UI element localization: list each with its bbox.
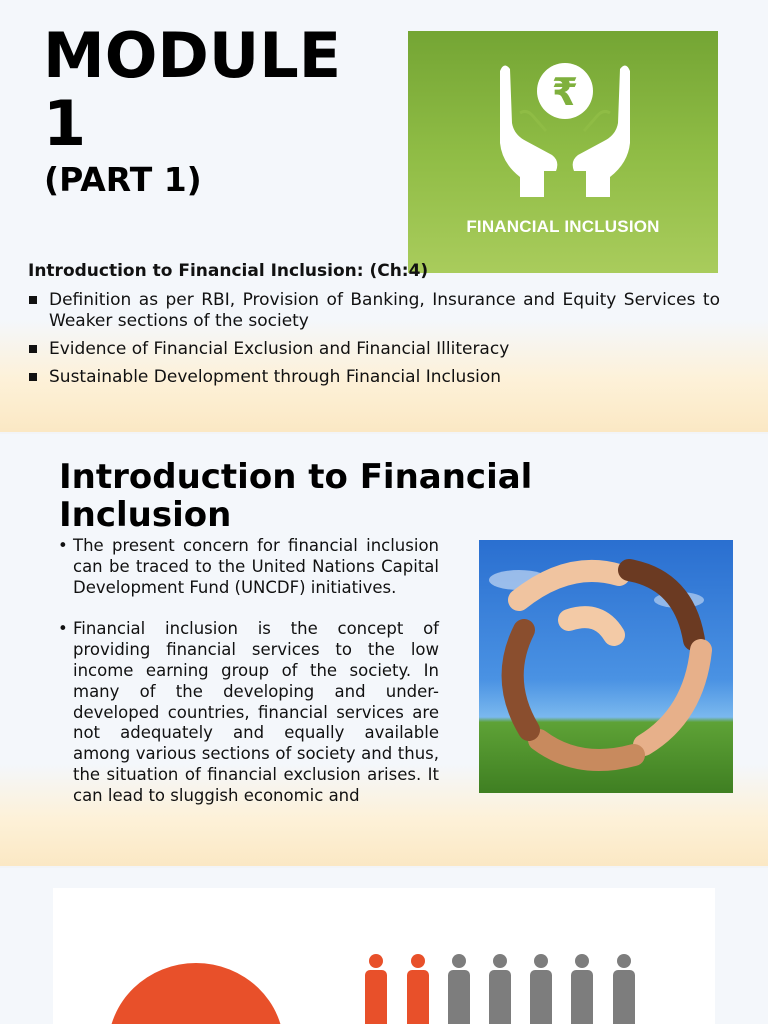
list-item bbox=[28, 290, 720, 332]
gray-person-icon bbox=[530, 954, 552, 1024]
section-heading: Introduction to Financial Inclusion: (Ch:4) bbox=[28, 261, 429, 281]
gray-person-icon bbox=[613, 954, 635, 1024]
gray-person-icon bbox=[571, 954, 593, 1024]
financial-inclusion-image bbox=[408, 31, 718, 273]
slide-1 bbox=[0, 0, 768, 432]
infographic-graphic bbox=[53, 888, 715, 1024]
topic-list bbox=[28, 290, 720, 395]
bullet-dot-icon: • bbox=[58, 619, 68, 639]
bullet-dot-icon: • bbox=[58, 536, 68, 555]
square-bullet-icon bbox=[29, 296, 37, 304]
list-item-text: Evidence of Financial Exclusion and Financial Illiteracy bbox=[49, 339, 510, 359]
list-item bbox=[28, 367, 720, 388]
svg-text:₹: ₹ bbox=[551, 70, 579, 114]
image-caption: FINANCIAL INCLUSION bbox=[466, 217, 660, 236]
list-item bbox=[58, 619, 439, 806]
list-item bbox=[58, 536, 439, 598]
list-item-text: The present concern for financial inclusion can be traced to the United Nations Capital Development Fund (UNCDF) initiatives. bbox=[73, 536, 439, 597]
content-list bbox=[58, 536, 439, 828]
list-item-text: Definition as per RBI, Provision of Banking, Insurance and Equity Services to Weaker sections of the society bbox=[49, 290, 720, 331]
hands-circle-illustration bbox=[479, 540, 733, 793]
orange-circle-shape bbox=[108, 963, 284, 1024]
hands-in-circle-photo bbox=[479, 540, 733, 793]
gray-person-icon bbox=[489, 954, 511, 1024]
people-infographic bbox=[53, 888, 715, 1024]
gray-person-icon bbox=[448, 954, 470, 1024]
orange-person-icon bbox=[407, 954, 429, 1024]
list-item-text: Financial inclusion is the concept of providing financial services to the low income earning group of the society. In many of the developing and under-developed countries, financial services are not adequately and equally available among various sections of society and thus, the situation of financial exclusion arises. It can lead to sluggish economic and bbox=[73, 619, 439, 805]
slide-3 bbox=[0, 868, 768, 1024]
module-subtitle: (PART 1) bbox=[44, 160, 202, 199]
rupee-in-hands-icon bbox=[408, 31, 718, 211]
list-item bbox=[28, 339, 720, 360]
square-bullet-icon bbox=[29, 373, 37, 381]
slide-title: Introduction to Financial Inclusion bbox=[59, 457, 533, 535]
list-item-text: Sustainable Development through Financial Inclusion bbox=[49, 367, 502, 387]
square-bullet-icon bbox=[29, 345, 37, 353]
slide-2 bbox=[0, 434, 768, 866]
module-title: MODULE 1 bbox=[43, 19, 342, 160]
orange-person-icon bbox=[365, 954, 387, 1024]
